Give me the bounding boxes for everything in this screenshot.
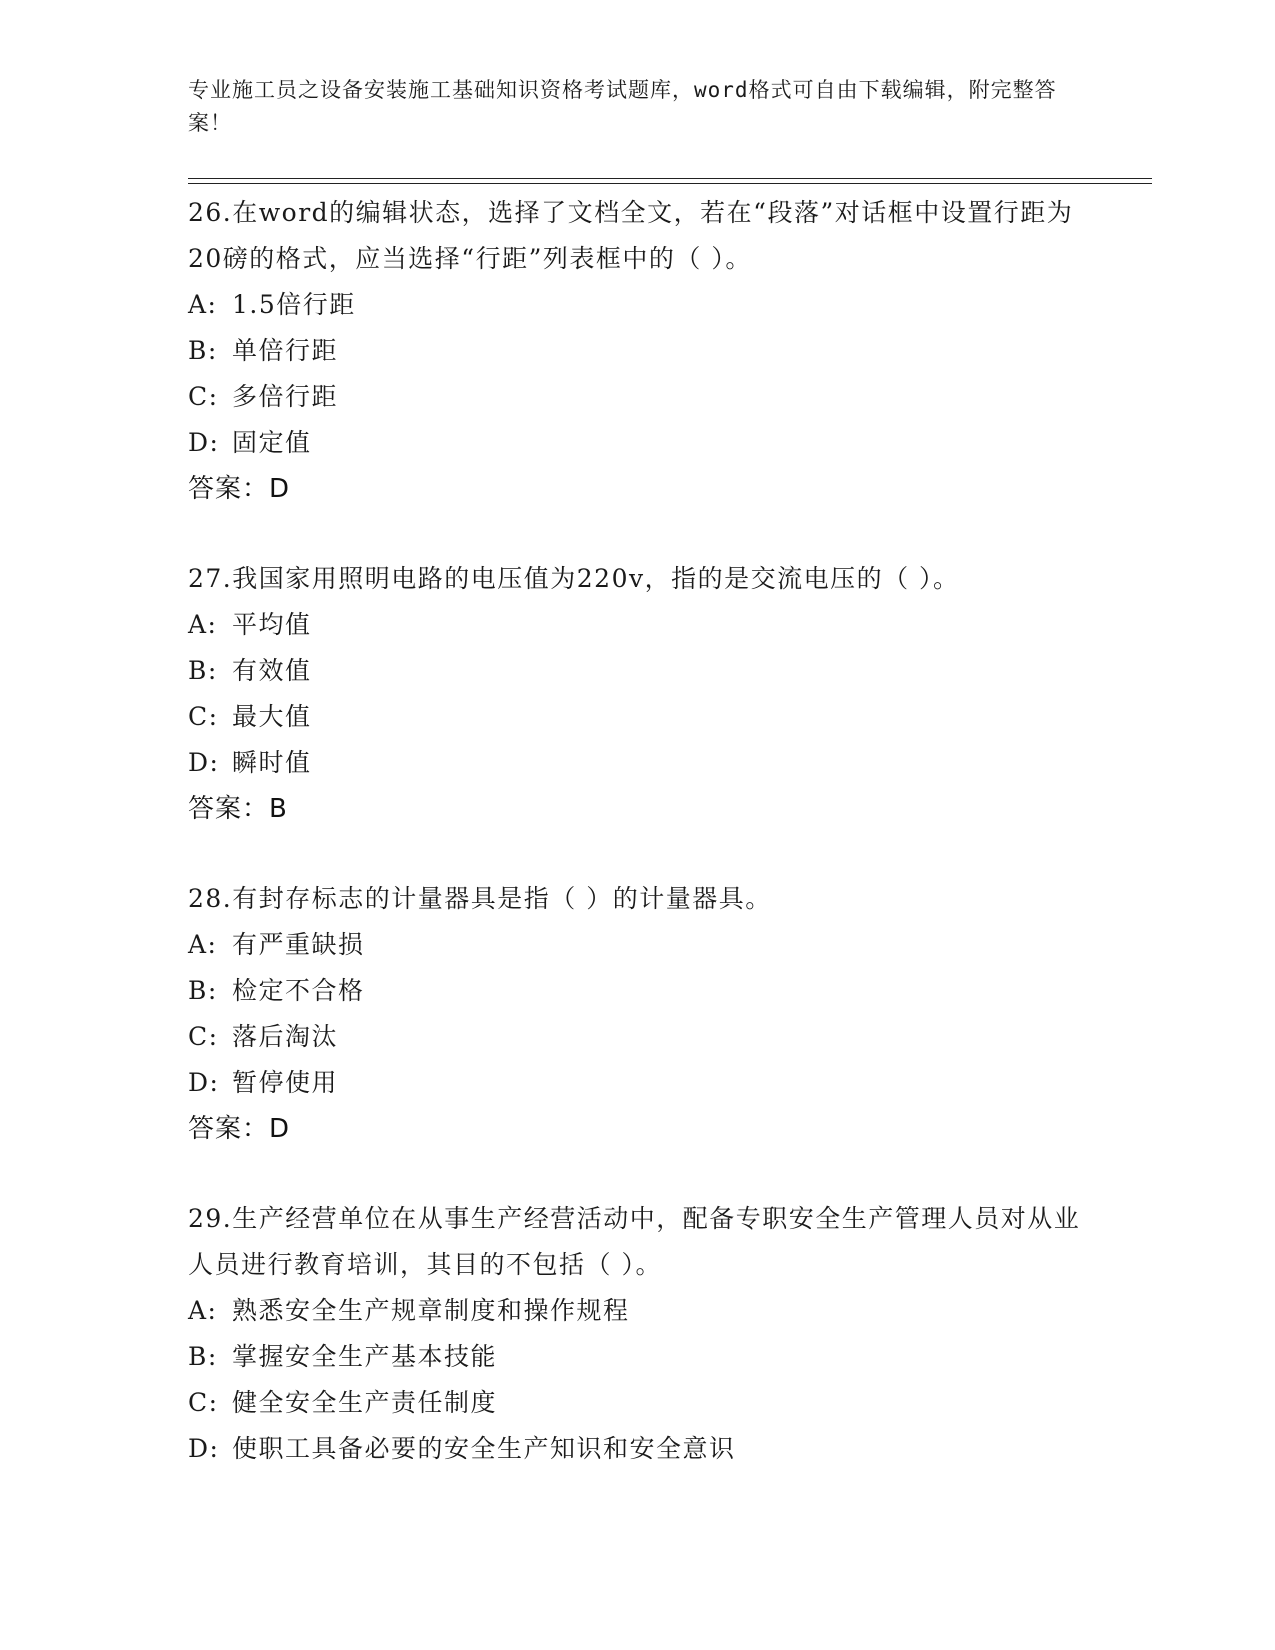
option-letter: A: [188, 610, 218, 639]
option-letter: A: [188, 290, 218, 319]
option-a [188, 1288, 1088, 1334]
answer-line: 答案：D [188, 474, 291, 504]
option-letter: D: [188, 748, 220, 777]
option-letter: C: [188, 1022, 219, 1051]
option-b [188, 968, 1088, 1014]
option-text: 最大值 [232, 702, 312, 731]
option-text: 1.5倍行距 [232, 290, 356, 319]
option-text: 健全安全生产责任制度 [232, 1388, 498, 1417]
question-28 [188, 876, 1088, 1152]
option-text: 固定值 [232, 428, 312, 457]
option-d [188, 420, 1088, 466]
option-text: 掌握安全生产基本技能 [232, 1342, 498, 1371]
option-b [188, 648, 1088, 694]
option-c [188, 1380, 1088, 1426]
option-d [188, 740, 1088, 786]
option-c [188, 374, 1088, 420]
option-letter: A: [188, 930, 218, 959]
option-text: 多倍行距 [232, 382, 339, 411]
question-stem: 27.我国家用照明电路的电压值为220v，指的是交流电压的（ ）。 [188, 564, 960, 593]
question-29 [188, 1196, 1088, 1472]
option-b [188, 1334, 1088, 1380]
option-text: 检定不合格 [232, 976, 365, 1005]
option-a [188, 922, 1088, 968]
option-text: 平均值 [232, 610, 312, 639]
option-d [188, 1060, 1088, 1106]
answer-line: 答案：B [188, 794, 288, 824]
option-d [188, 1426, 1088, 1472]
question-stem: 26.在word的编辑状态，选择了文档全文，若在“段落”对话框中设置行距为20磅的格式，应当选择“行距”列表框中的（ ）。 [188, 198, 1074, 273]
question-27 [188, 556, 1088, 832]
option-a [188, 602, 1088, 648]
option-letter: C: [188, 382, 219, 411]
header-divider-top [188, 178, 1152, 179]
option-text: 暂停使用 [232, 1068, 339, 1097]
option-text: 使职工具备必要的安全生产知识和安全意识 [232, 1434, 736, 1463]
option-text: 单倍行距 [232, 336, 339, 365]
question-stem: 28.有封存标志的计量器具是指（ ）的计量器具。 [188, 884, 772, 913]
option-letter: B: [188, 656, 218, 685]
option-letter: D: [188, 1068, 220, 1097]
option-text: 熟悉安全生产规章制度和操作规程 [232, 1296, 630, 1325]
header-divider-bottom [188, 183, 1152, 184]
option-letter: A: [188, 1296, 218, 1325]
option-letter: C: [188, 702, 219, 731]
option-letter: D: [188, 1434, 220, 1463]
option-letter: B: [188, 1342, 218, 1371]
option-letter: B: [188, 336, 218, 365]
option-letter: B: [188, 976, 218, 1005]
option-text: 落后淘汰 [232, 1022, 339, 1051]
option-text: 有严重缺损 [232, 930, 365, 959]
option-text: 有效值 [232, 656, 312, 685]
option-letter: C: [188, 1388, 219, 1417]
question-26 [188, 190, 1088, 512]
answer-line: 答案：D [188, 1114, 291, 1144]
option-letter: D: [188, 428, 220, 457]
option-a [188, 282, 1088, 328]
question-stem: 29.生产经营单位在从事生产经营活动中，配备专职安全生产管理人员对从业人员进行教育培训，其目的不包括（ ）。 [188, 1204, 1081, 1279]
document-header: 专业施工员之设备安装施工基础知识资格考试题库，word格式可自由下载编辑，附完整答案！ [188, 78, 1057, 135]
option-c [188, 1014, 1088, 1060]
option-b [188, 328, 1088, 374]
option-text: 瞬时值 [232, 748, 312, 777]
option-c [188, 694, 1088, 740]
